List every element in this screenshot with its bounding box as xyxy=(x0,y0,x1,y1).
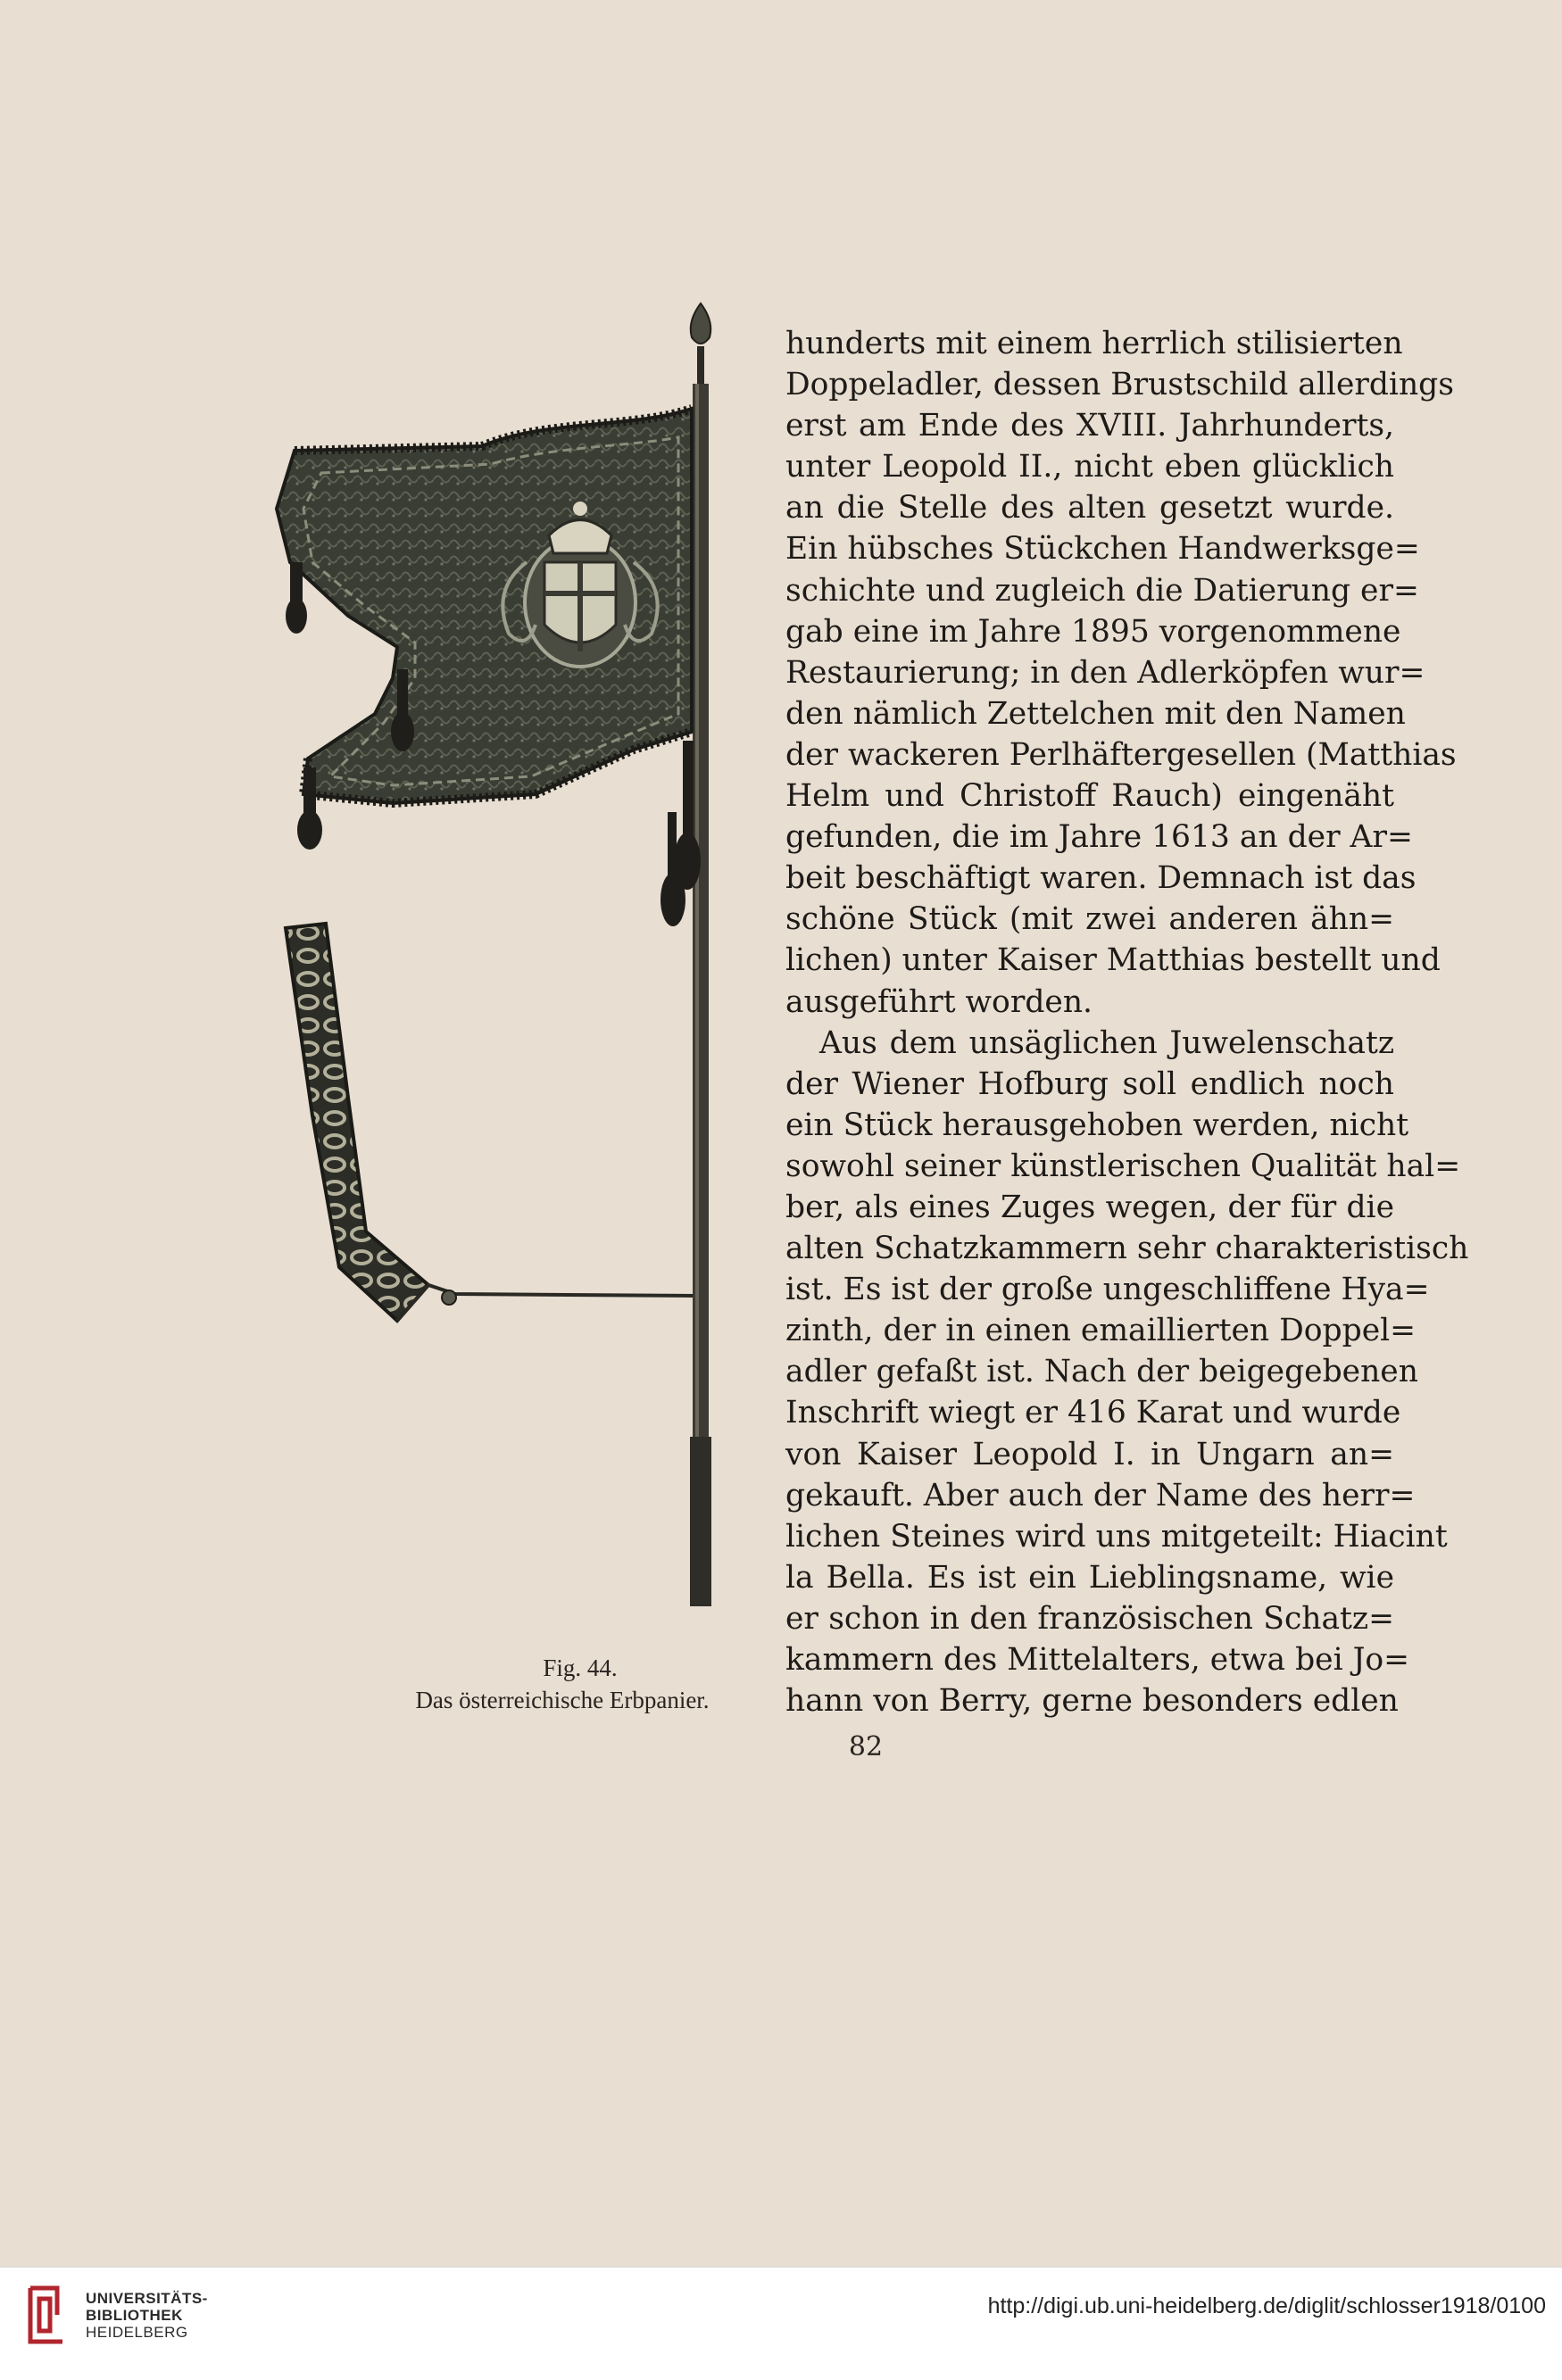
text-line: von Kaiser Leopold I. in Ungarn an= xyxy=(785,1436,1394,1472)
text-line: beit beschäftigt waren. Demnach ist das xyxy=(785,860,1417,897)
text-line: zinth, der in einen emaillierten Doppel= xyxy=(785,1313,1417,1349)
text-line: la Bella. Es ist ein Lieblingsname, wie xyxy=(785,1559,1394,1596)
text-line: ein Stück herausgehoben werden, nicht xyxy=(785,1107,1409,1143)
austrian-banner-image xyxy=(241,294,741,1660)
text-line: adler gefaßt ist. Nach der beigegebenen xyxy=(785,1354,1418,1390)
text-line: sowohl seiner künstlerischen Qualität hal= xyxy=(785,1148,1461,1184)
page-number: 82 xyxy=(848,1731,884,1762)
text-line: Helm und Christoff Rauch) eingenäht xyxy=(785,778,1394,815)
text-line: gab eine im Jahre 1895 vorgenommene xyxy=(785,613,1401,650)
text-line: der wackeren Perlhäftergesellen (Matthias xyxy=(785,736,1457,773)
text-line: ber, als eines Zuges wegen, der für die xyxy=(785,1189,1394,1225)
text-line: Aus dem unsäglichen Juwelenschatz xyxy=(819,1024,1394,1061)
text-line: Restaurierung; in den Adlerköpfen wur= xyxy=(785,654,1425,691)
text-line: er schon in den französischen Schatz= xyxy=(785,1600,1394,1637)
figure-caption-block xyxy=(375,1652,750,1716)
library-name[interactable] xyxy=(86,2290,208,2341)
text-line: schichte und zugleich die Datierung er= xyxy=(785,572,1419,609)
text-line: kammern des Mittelalters, etwa bei Jo= xyxy=(785,1642,1410,1678)
text-line: der Wiener Hofburg soll endlich noch xyxy=(785,1066,1394,1102)
text-line: ausgeführt worden. xyxy=(785,983,1093,1020)
text-line: an die Stelle des alten gesetzt wurde. xyxy=(785,490,1394,527)
library-name-line2: BIBLIOTHEK xyxy=(86,2307,183,2324)
text-line: gefunden, die im Jahre 1613 an der Ar= xyxy=(785,819,1413,856)
text-line: alten Schatzkammern sehr charakteristisch xyxy=(785,1231,1469,1267)
text-line: hann von Berry, gerne besonders edlen xyxy=(785,1683,1399,1720)
text-line: Doppeladler, dessen Brustschild allerdings xyxy=(785,367,1454,403)
library-name-line1: UNIVERSITÄTS- xyxy=(86,2290,208,2307)
text-line: den nämlich Zettelchen mit den Namen xyxy=(785,695,1406,732)
text-line: lichen Steines wird uns mitgeteilt: Hiacint xyxy=(785,1518,1448,1555)
text-line: schöne Stück (mit zwei anderen ähn= xyxy=(785,901,1394,938)
text-line: lichen) unter Kaiser Matthias bestellt und xyxy=(785,942,1441,979)
text-line: erst am Ende des XVIII. Jahrhunderts, xyxy=(785,408,1394,444)
text-line: Inschrift wiegt er 416 Karat und wurde xyxy=(785,1395,1401,1431)
text-line: Ein hübsches Stückchen Handwerksge= xyxy=(785,531,1420,568)
library-name-line3: HEIDELBERG xyxy=(86,2324,188,2341)
figure-caption: Das österreichische Erbpanier. xyxy=(415,1687,710,1713)
source-url-link[interactable]: http://digi.ub.uni-heidelberg.de/diglit/schlosser1918/0100 xyxy=(987,2293,1546,2318)
footer-bar xyxy=(0,2267,1562,2380)
body-text xyxy=(785,323,1469,1721)
text-line: gekauft. Aber auch der Name des herr= xyxy=(785,1477,1416,1513)
library-logo-icon[interactable] xyxy=(21,2279,71,2351)
text-line: hunderts mit einem herrlich stilisierten xyxy=(785,326,1403,361)
text-line: ist. Es ist der große ungeschliffene Hya= xyxy=(785,1272,1430,1308)
banner-illustration xyxy=(241,294,741,1660)
text-line: unter Leopold II., nicht eben glücklich xyxy=(785,449,1394,485)
figure-number: Fig. 44. xyxy=(543,1654,618,1681)
